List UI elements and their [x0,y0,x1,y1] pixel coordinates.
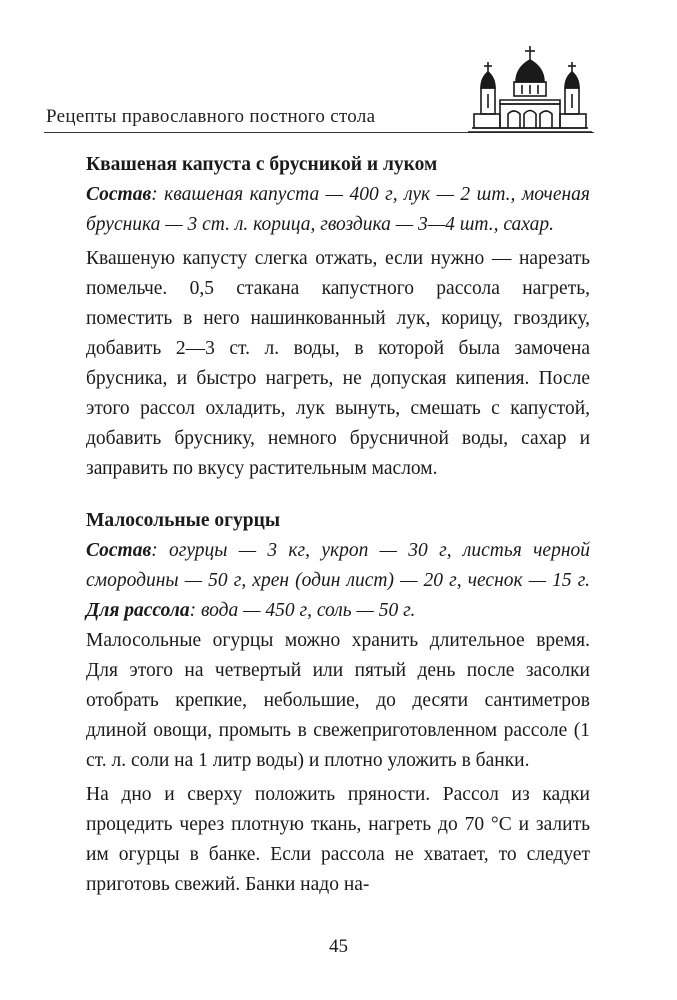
recipe-paragraph: На дно и сверху положить пряности. Рассол из кадки процедить через плотную ткань, нагреть до 70 °С и залить им огурцы в банке. Если рассола не хватает, то следует приготовь свежий. Банки надо на- [86,784,590,895]
ingredients-text: : огурцы — 3 кг, укроп — 30 г, листья черной смородины — 50 г, хрен (один лист) — 20 г, чеснок — 15 г. [86,540,590,591]
recipe-pickles [86,506,590,900]
brine-label: Для рассола [86,600,190,621]
recipe-paragraph: Малосольные огурцы можно хранить длительное время. Для этого на четвертый или пятый день после засолки отобрать крепкие, небольшие, до десяти сантиметров длиной овощи, промыть в свежеприготовленном рассоле (1 ст. л. соли на 1 литр воды) и плотно уложить в банки. [86,630,590,771]
cathedral-icon [464,44,596,136]
recipe-title: Квашеная капуста с брусникой и луком [86,154,438,175]
running-header: Рецепты православного постного стола [46,106,376,127]
ingredients-label: Состав [86,540,152,561]
recipe-title: Малосольные огурцы [86,510,281,531]
ingredients-label: Состав [86,184,152,205]
ingredients [86,536,590,626]
ingredients-text: : квашеная капуста — 400 г, лук — 2 шт., моченая брусника — 3 ст. л. корица, гвоздика — 3—4 шт., сахар. [86,184,590,235]
ingredients [86,180,590,240]
recipe-sauerkraut [86,150,590,484]
page-number: 45 [329,936,348,957]
recipe-paragraph: Квашеную капусту слегка отжать, если нужно — нарезать помельче. 0,5 стакана капустного рассола нагреть, поместить в него нашинкованный лук, корицу, гвоздику, добавить 2—3 ст. л. воды, в которой была замочена брусника, и быстро нагреть, не допуская кипения. После этого рассол охладить, лук вынуть, смешать с капустой, добавить бруснику, немного брусничной воды, сахар и заправить по вкусу растительным маслом. [86,248,590,479]
brine-text: : вода — 450 г, соль — 50 г. [189,600,416,621]
page-content [86,150,590,900]
